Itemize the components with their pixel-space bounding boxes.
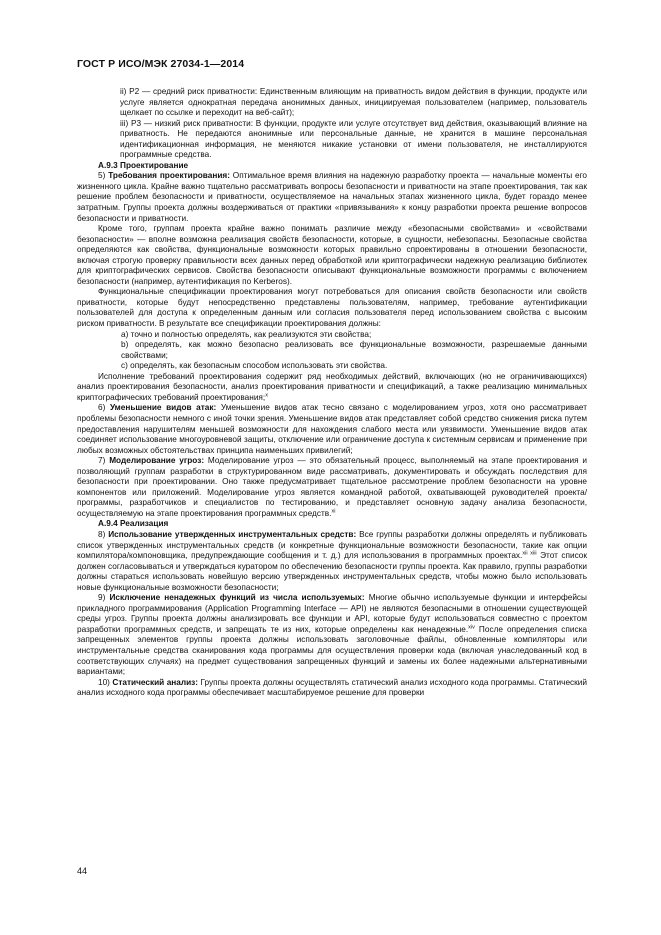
item-5: 5) Требования проектирования: Оптимальное время влияния на надежную разработку проекта — начальные моменты его жизненного цикла. Крайне важно тщательно рассматривать вопросы безопасности и приватности на этапе проектирования, так как решение проблем безопасности и приватности, осуществляемое на начальных этапах жизненного цикла, будет гораздо менее затратным. Группы проекта должны воздерживаться от практики «привязывания» к концу разработки проекта решение вопросов безопасности и приватности. — [77, 171, 587, 223]
paragraph-functional-specs: Функциональные спецификации проектирования могут потребоваться для описания свойств безопасности или свойств приватности, которые будут непосредственно представлены пользователям, например, требование аутентификации пользователей для доступа к определенным данным или согласия пользователя перед использованием свойства с высоким риском приватности. В результате все спецификации проектирования должны: — [77, 287, 587, 329]
document-header: ГОСТ Р ИСО/МЭК 27034-1—2014 — [77, 58, 245, 70]
list-item-c: с) определять, как безопасным способом использовать эти свойства. — [121, 361, 388, 371]
item-9-title: Исключение ненадежных функций из числа используемых: — [109, 593, 365, 603]
item-p2: ii) Р2 — средний риск приватности: Единственным влияющим на приватность видом действия в функции, продукте или услуге является однократная передача анонимных данных, инициируемая пользователем (например, пользователь щелкает по ссылке и переходит на веб-сайт); — [120, 87, 587, 118]
paragraph-execution: Исполнение требований проектирования содержит ряд необходимых действий, включающих (но не ограничивающихся) анализ проектирования безопасности, анализ проектирования приватности и спецификаций, а также реализацию минимальных криптографических требований проектирования;$^x$ — [77, 371, 587, 402]
footnote-ref-xii-xiii: xii xiii — [522, 550, 537, 557]
item-10: 10) Статический анализ: Группы проекта должны осуществлять статический анализ исходного кода программы. Статический анализ исходного кода программы обеспечивает масштабируемое решение для проверки — [77, 677, 587, 698]
footnote-ref-x: x — [265, 392, 268, 399]
section-heading-a93: А.9.3 Проектирование — [98, 160, 189, 170]
list-item-b: b) определять, как можно безопасно реализовать все функциональные возможности, разрешаемые данными свойствами; — [121, 340, 587, 360]
page-number: 44 — [77, 866, 88, 876]
footnote-ref-xi: xi — [331, 508, 336, 515]
item-7: 7) Моделирование угроз: Моделирование угроз — это обязательный процесс, выполняемый на этапе проектирования и позволяющий группам разработки в структурированном виде рассматривать, документировать и обсуждать последствия для безопасности при проектировании. Оно также предусматривает тщательное рассмотрение проблем безопасности на уровне компонентов или приложений. Моделирование угроз является командной работой, охватывающей руководителей проекта/программы, разработчиков и специалистов по тестированию, и представляет основную задачу анализа безопасности, осуществляемую на этапе проектирования программных средств.$^{xi}$ — [77, 456, 587, 518]
item-7-title: Моделирование угроз: — [109, 456, 205, 466]
item-8-title: Использование утвержденных инструментальных средств: — [108, 529, 357, 539]
footnote-ref-xiv: xiv — [468, 624, 475, 631]
section-heading-a94: А.9.4 Реализация — [98, 519, 169, 529]
item-8: 8) Использование утвержденных инструментальных средств: Все группы разработки должны определять и публиковать список утвержденных инструментальных средств (и конкретные функциональные возможности безопасности, такие как опции компилятора/компоновщика, предупреждающие сообщения и т. д.) для использования в программных проектах.$^{xii xiii}$ Этот список должен согласовываться и утверждаться куратором по обеспечению безопасности группы проекта. Как правило, группы разработки должны стараться использовать новейшую версию утвержденных инструментальных средств, чтобы можно было использовать новые функциональные возможности безопасности; — [77, 529, 587, 592]
item-p3: iii) Р3 — низкий риск приватности: В функции, продукте или услуге отсутствует вид действия, оказывающий влияние на приватность. Не передаются анонимные или персональные данные, не хранится в машине персональная идентификационная информация, не меняются никакие установки от имени пользователя, не инсталлируются программные средства. — [120, 118, 587, 160]
item-10-title: Статический анализ: — [112, 677, 199, 687]
item-9: 9) Исключение ненадежных функций из числа используемых: Многие обычно используемые функции и интерфейсы прикладного программирования (Application Programming Interface — API) не являются безопасными в отношении существующей среды угроз. Группы проекта должны анализировать все функции и API, которые будут использоваться совместно с проектом разработки программных средств, и запрещать те из них, которые определены как ненадежные.$^{xiv}$ После определения списка запрещенных элементов группы проекта должны использовать заголовочные файлы, обновленные компиляторы или инструментальные средства сканирования кода программы для осуществления проверки кода (включая унаследованный код в соответствующих случаях) на предмет существования запрещенных функций и замены их более надежными альтернативными вариантами; — [77, 593, 587, 677]
item-5-title: Требования проектирования: — [108, 171, 230, 181]
document-body — [77, 87, 587, 699]
item-6: 6) Уменьшение видов атак: Уменьшение видов атак тесно связано с моделированием угроз, хотя оно рассматривает проблемы безопасности немного с иной точки зрения. Уменьшение видов атак представляет собой средство снижения риска путем предоставления нарушителям меньшей возможности для нахождения слабого места или уязвимости. Уменьшение видов атак соединяет использование многоуровневой защиты, отключение или ограничение доступа к системным сервисам и применение при любых возможных обстоятельствах принципа наименьших привилегий; — [77, 403, 588, 455]
paragraph-kroме: Кроме того, группам проекта крайне важно понимать различие между «безопасными свойствами» и «свойствами безопасности» — вполне возможна реализация свойств безопасности, которые, в сущности, небезопасны. Безопасные свойства определяются как свойства, функциональные возможности которых правильно спроектированы в отношении безопасности, включая строгую проверку правильности всех данных перед обработкой или криптографически надежную реализацию библиотек для криптографических сервисов. Свойства безопасности описывают функциональные возможности программы с включением безопасности (например, аутентификация по Kerberos). — [77, 224, 587, 286]
list-item-a: а) точно и полностью определять, как реализуются эти свойства; — [121, 329, 372, 339]
item-6-title: Уменьшение видов атак: — [109, 403, 217, 413]
